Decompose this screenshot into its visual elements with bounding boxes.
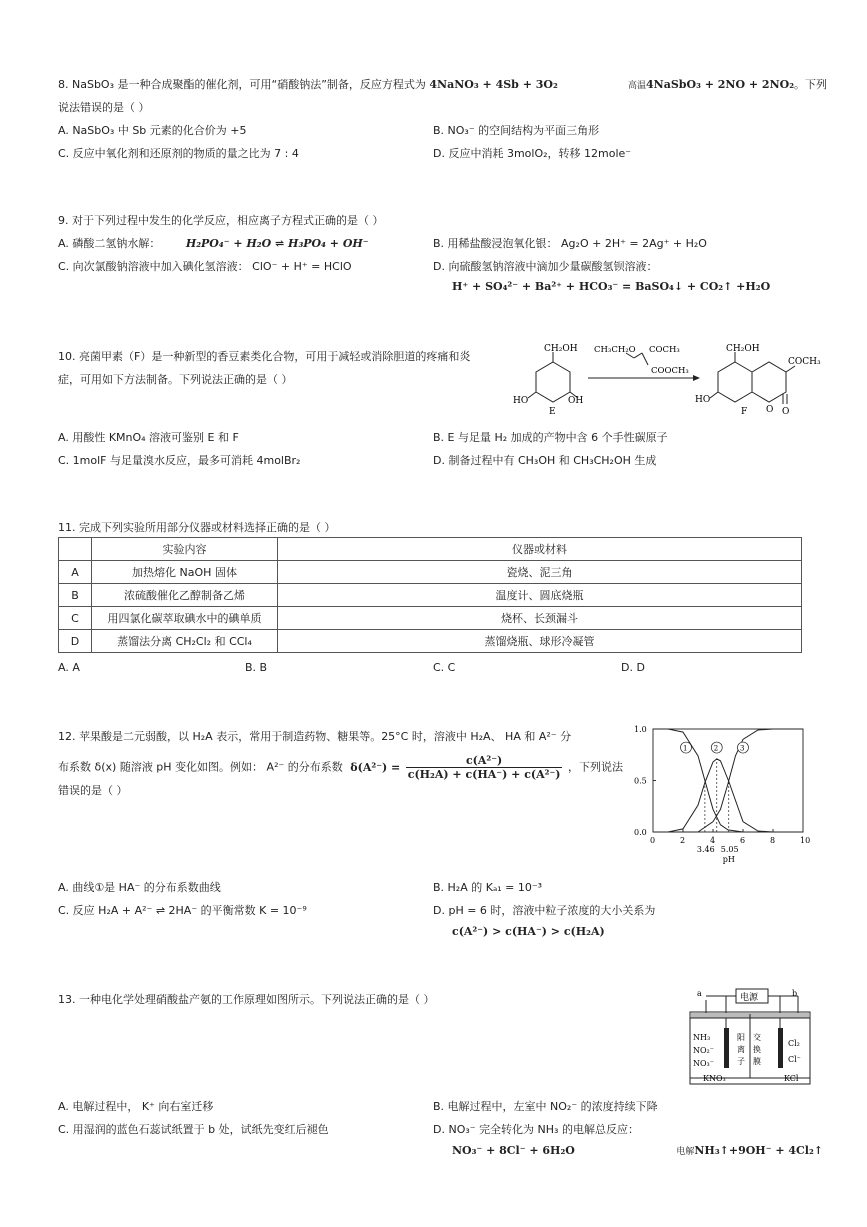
y-tick-label: 0.0	[634, 828, 647, 837]
table-header-cell: 实验内容	[92, 538, 278, 561]
q12-stem-line1: 12. 苹果酸是二元弱酸，以 H₂A 表示，常用于制造药物、糖果等。25°C 时，溶液中 H₂A、 HA 和 A²⁻ 分	[58, 730, 572, 743]
q13-option-d[interactable]: D. NO₃⁻ 完全转化为 NH₃ 的电解总反应：	[433, 1123, 639, 1136]
chart-series	[653, 729, 803, 832]
x-axis-label: pH	[722, 855, 735, 864]
q12-distribution-chart	[632, 724, 812, 866]
table-cell: 蒸馏烧瓶、球形冷凝管	[278, 630, 802, 653]
membrane-char: 膜	[753, 1057, 761, 1066]
species-cl-minus: Cl⁻	[788, 1055, 801, 1064]
reaction-arrowhead	[693, 375, 700, 381]
q12-frac-left: δ(A²⁻) =	[350, 760, 401, 774]
reagent-acetyl: COCH₃	[649, 345, 680, 355]
table-row	[59, 607, 802, 630]
q8-stem-tail: 。下列	[794, 78, 828, 91]
membrane-char: 换	[753, 1045, 761, 1054]
q12-option-c[interactable]: C. 反应 H₂A + A²⁻ ⇌ 2HA⁻ 的平衡常数 K = 10⁻⁹	[58, 904, 307, 917]
membrane-char: 离	[737, 1045, 745, 1054]
x-tick-label: 6	[740, 836, 746, 845]
q12-option-d-inequality: c(A²⁻) > c(HA⁻) > c(H₂A)	[452, 925, 605, 938]
f-ring-oxygen: O	[766, 405, 774, 415]
q10-option-a[interactable]: A. 用酸性 KMnO₄ 溶液可鉴别 E 和 F	[58, 431, 239, 444]
q12-frac-numerator: c(A²⁻)	[406, 754, 563, 768]
table-header-row	[59, 538, 802, 561]
q11-option-b[interactable]: B. B	[245, 661, 268, 674]
molecule-f	[710, 352, 795, 404]
x-tick-label: 10	[800, 836, 811, 845]
table-cell: 用四氯化碳萃取碘水中的碘单质	[92, 607, 278, 630]
table-cell: 温度计、圆底烧瓶	[278, 584, 802, 607]
q8-number: 8.	[58, 78, 69, 91]
x-tick-label: 8	[770, 836, 776, 845]
q9-option-a-equation: H₂PO₄⁻ + H₂O ⇌ H₃PO₄ + OH⁻	[185, 237, 369, 250]
q9-option-a[interactable]	[58, 235, 369, 251]
table-cell: D	[59, 630, 92, 653]
q12-frac-denominator: c(H₂A) + c(HA⁻) + c(A²⁻)	[407, 768, 561, 781]
q10-stem-line1: 10. 亮菌甲素（F）是一种新型的香豆素类化合物，可用于减轻或消除胆道的疼痛和炎	[58, 350, 471, 363]
membrane-char: 阳	[737, 1033, 745, 1042]
q9-stem: 9. 对于下列过程中发生的化学反应，相应离子方程式正确的是（ ）	[58, 214, 384, 227]
table-header-cell: 仪器或材料	[278, 538, 802, 561]
cathode	[724, 1028, 729, 1068]
molecule-e	[528, 352, 578, 402]
q13-eq-right: NH₃↑+9OH⁻ + 4Cl₂↑	[694, 1144, 824, 1157]
q8-option-b[interactable]: B. NO₃⁻ 的空间结构为平面三角形	[433, 124, 600, 137]
outlet-b-label: b	[792, 989, 798, 998]
table-row	[59, 561, 802, 584]
q11-stem: 11. 完成下列实验所用部分仪器或材料选择正确的是（ ）	[58, 521, 336, 534]
q13-stem: 13. 一种电化学处理硝酸盐产氨的工作原理如图所示。下列说法正确的是（ ）	[58, 993, 435, 1006]
table-cell: 烧杯、长颈漏斗	[278, 607, 802, 630]
q13-option-a[interactable]: A. 电解过程中， K⁺ 向右室迁移	[58, 1100, 214, 1113]
e-ch2oh-label: CH₂OH	[544, 344, 578, 354]
series-label-1: 1	[683, 744, 688, 753]
table-cell: B	[59, 584, 92, 607]
q9-option-a-label: A. 磷酸二氢钠水解：	[58, 237, 161, 250]
reagent-ethoxy: CH₃CH₂O	[594, 345, 636, 355]
table-cell: 浓硫酸催化乙醇制备乙烯	[92, 584, 278, 607]
species-no2: NO₂⁻	[693, 1046, 714, 1055]
q9-option-d[interactable]: D. 向硫酸氢钠溶液中滴加少量碳酸氢钡溶液：	[433, 260, 658, 273]
membrane-char: 交	[753, 1033, 761, 1042]
outlet-a-label: a	[697, 989, 702, 998]
q8-stem-text: NaSbO₃ 是一种合成聚酯的催化剂，可用“硝酸钠法”制备，反应方程式为	[72, 78, 426, 91]
q12-option-a[interactable]: A. 曲线①是 HA⁻ 的分布系数曲线	[58, 881, 221, 894]
table-row	[59, 630, 802, 653]
q13-eq-left: NO₃⁻ + 8Cl⁻ + 6H₂O	[452, 1144, 575, 1157]
q12-option-b[interactable]: B. H₂A 的 Kₐ₁ = 10⁻³	[433, 881, 543, 894]
q9-option-b[interactable]: B. 用稀盐酸浸泡氧化银： Ag₂O + 2H⁺ = 2Ag⁺ + H₂O	[433, 237, 707, 250]
q13-electrolysis-figure	[686, 986, 814, 1086]
e-label: E	[549, 407, 556, 417]
reagent-ester: COOCH₃	[651, 366, 689, 376]
f-coch3-label: COCH₃	[788, 357, 821, 367]
q13-option-b[interactable]: B. 电解过程中，左室中 NO₂⁻ 的浓度持续下降	[433, 1100, 658, 1113]
q10-option-b[interactable]: B. E 与足量 H₂ 加成的产物中含 6 个手性碳原子	[433, 431, 668, 444]
q12-option-d[interactable]: D. pH = 6 时，溶液中粒子浓度的大小关系为	[433, 904, 656, 917]
species-cl2: Cl₂	[788, 1039, 800, 1048]
q11-option-d[interactable]: D. D	[621, 661, 645, 674]
left-solution-label: KNO₃	[703, 1074, 726, 1083]
right-solution-label: KCl	[784, 1074, 799, 1083]
q10-option-c[interactable]: C. 1molF 与足量溴水反应，最多可消耗 4molBr₂	[58, 454, 301, 467]
q8-eq-left: 4NaNO₃ + 4Sb + 3O₂	[429, 78, 558, 91]
table-cell: 加热熔化 NaOH 固体	[92, 561, 278, 584]
table-cell: A	[59, 561, 92, 584]
q8-option-d[interactable]: D. 反应中消耗 3molO₂，转移 12mole⁻	[433, 147, 632, 160]
table-row	[59, 584, 802, 607]
q9-option-d-equation: H⁺ + SO₄²⁻ + Ba²⁺ + HCO₃⁻ = BaSO₄↓ + CO₂↑ +H₂O	[452, 280, 771, 293]
pka-tick-label: 5.05	[720, 845, 739, 854]
f-carbonyl-oxygen: O	[782, 407, 790, 417]
series-label-3: 3	[740, 744, 745, 753]
f-ch2oh-label: CH₂OH	[726, 344, 760, 354]
f-label: F	[741, 407, 748, 417]
q8-eq-right: 4NaSbO₃ + 2NO + 2NO₂	[646, 78, 795, 91]
q11-option-a[interactable]: A. A	[58, 661, 80, 674]
membrane-char: 子	[737, 1057, 745, 1066]
q12-stem-line3: 错误的是（ ）	[58, 784, 128, 797]
table-cell: C	[59, 607, 92, 630]
table-header-cell	[59, 538, 92, 561]
q8-eq-right-block	[628, 76, 827, 92]
species-no3: NO₃⁻	[693, 1059, 714, 1068]
q10-stem-line2: 症，可用如下方法制备。下列说法正确的是（ ）	[58, 373, 293, 386]
species-nh3: NH₃	[693, 1033, 711, 1042]
q12-stem-line2	[58, 754, 623, 781]
q10-synthesis-scheme	[508, 338, 821, 418]
q8-option-c[interactable]: C. 反应中氧化剂和还原剂的物质的量之比为 7 : 4	[58, 147, 299, 160]
series-label-2: 2	[713, 744, 719, 753]
q8-stem-line2: 说法错误的是（ ）	[58, 101, 150, 114]
table-cell: 蒸馏法分离 CH₂Cl₂ 和 CCl₄	[92, 630, 278, 653]
q8-option-a[interactable]: A. NaSbO₃ 中 Sb 元素的化合价为 +5	[58, 124, 247, 137]
q11-table	[58, 537, 802, 653]
series-line-2	[653, 759, 803, 832]
q11-option-c[interactable]: C. C	[433, 661, 456, 674]
pka-tick-label: 3.46	[696, 845, 715, 854]
q8-stem-line1	[58, 76, 558, 92]
q10-option-d[interactable]: D. 制备过程中有 CH₃OH 和 CH₃CH₂OH 生成	[433, 454, 657, 467]
e-oh-right-label: OH	[568, 396, 584, 406]
q13-eq-condition: 电解	[676, 1147, 695, 1157]
power-supply-label: 电源	[740, 993, 759, 1003]
q8-condition: 高温	[628, 81, 647, 91]
e-ho-left-label: HO	[513, 396, 529, 406]
f-ho-label: HO	[695, 395, 711, 405]
q13-option-d-equation	[452, 1144, 823, 1157]
table-cell: 瓷烧、泥三角	[278, 561, 802, 584]
q12-fraction	[406, 754, 563, 781]
x-tick-label: 4	[710, 836, 716, 845]
y-tick-label: 1.0	[634, 725, 647, 734]
anode	[778, 1028, 783, 1068]
q12-stem-text: 布系数 δ(x) 随溶液 pH 变化如图。例如： A²⁻ 的分布系数	[58, 760, 343, 774]
q9-option-c[interactable]: C. 向次氯酸钠溶液中加入碘化氢溶液： ClO⁻ + H⁺ = HClO	[58, 260, 352, 273]
y-tick-label: 0.5	[634, 776, 647, 786]
x-tick-label: 0	[650, 836, 656, 845]
q13-option-c[interactable]: C. 用湿润的蓝色石蕊试纸置于 b 处，试纸先变红后褪色	[58, 1123, 329, 1136]
x-tick-label: 2	[680, 836, 686, 845]
q12-stem-tail: ，下列说法	[567, 760, 623, 774]
